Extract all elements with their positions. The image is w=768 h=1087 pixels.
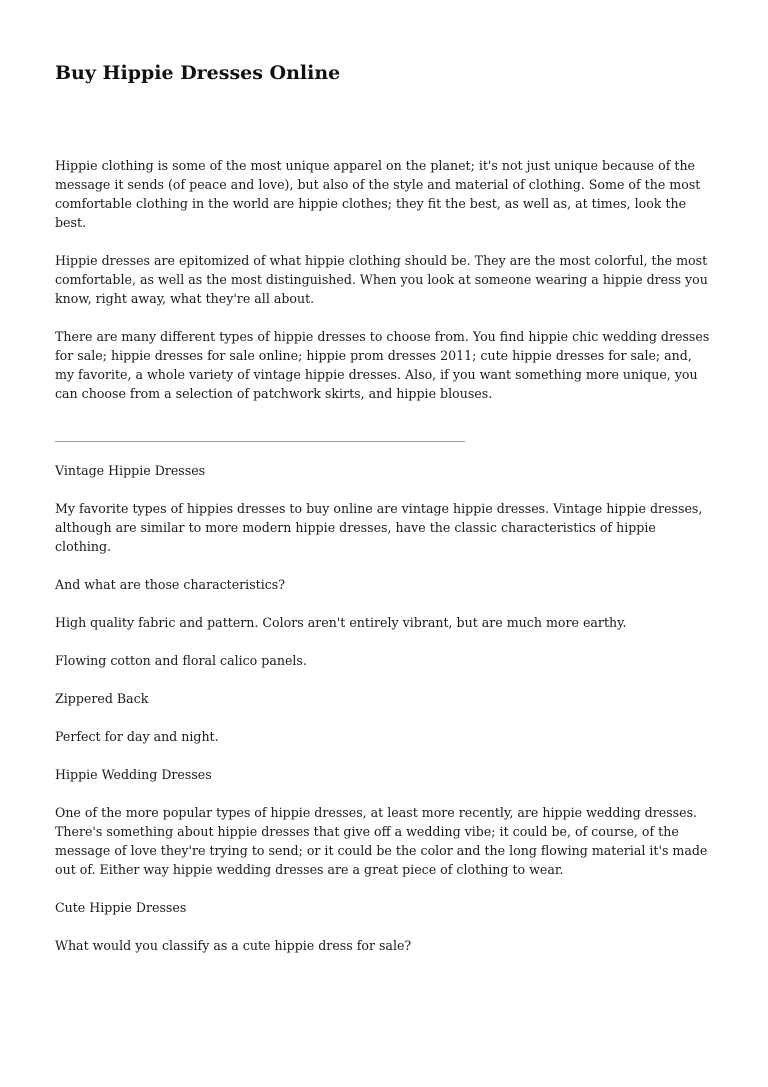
- paragraph-vintage: My favorite types of hippies dresses to buy online are vintage hippie dresses. Vintage hippie dresses, although are similar to more modern hippie dresses, have the classic characteristics of hippie clothing.: [55, 501, 703, 554]
- paragraph-characteristics-question: And what are those characteristics?: [55, 577, 286, 592]
- heading-cute-hippie-dresses: Cute Hippie Dresses: [55, 900, 187, 915]
- paragraph-zippered: Zippered Back: [55, 691, 149, 706]
- paragraph-intro: Hippie clothing is some of the most unique apparel on the planet; it's not just unique because of the message it sends (of peace and love), but also of the style and material of clothing. Some of the most comfortable clothing in the world are hippie clothes; they fit the best, as well as, at times, look the best.: [55, 158, 701, 230]
- section-divider: [55, 422, 465, 442]
- heading-hippie-wedding-dresses: Hippie Wedding Dresses: [55, 767, 212, 782]
- document-body: [55, 156, 713, 955]
- document-title: Buy Hippie Dresses Online: [55, 62, 341, 84]
- paragraph-hippie-dresses: Hippie dresses are epitomized of what hippie clothing should be. They are the most colorful, the most comfortable, as well as the most distinguished. When you look at someone wearing a hippie dress you know, right away, what they're all about.: [55, 253, 708, 306]
- paragraph-fabric: High quality fabric and pattern. Colors aren't entirely vibrant, but are much more earthy.: [55, 615, 627, 630]
- paragraph-cute-question: What would you classify as a cute hippie dress for sale?: [55, 938, 412, 953]
- paragraph-day-night: Perfect for day and night.: [55, 729, 219, 744]
- paragraph-wedding: One of the more popular types of hippie dresses, at least more recently, are hippie wedding dresses. There's something about hippie dresses that give off a wedding vibe; it could be, of course, of the message of love they're trying to send; or it could be the color and the long flowing material it's made out of. Either way hippie wedding dresses are a great piece of clothing to wear.: [55, 805, 708, 877]
- heading-vintage-hippie-dresses: Vintage Hippie Dresses: [55, 463, 206, 478]
- paragraph-types: There are many different types of hippie dresses to choose from. You find hippie chic wedding dresses for sale; hippie dresses for sale online; hippie prom dresses 2011; cute hippie dresses for sale; and, my favorite, a whole variety of vintage hippie dresses. Also, if you want something more unique, you can choose from a selection of patchwork skirts, and hippie blouses.: [55, 329, 710, 401]
- paragraph-cotton: Flowing cotton and floral calico panels.: [55, 653, 307, 668]
